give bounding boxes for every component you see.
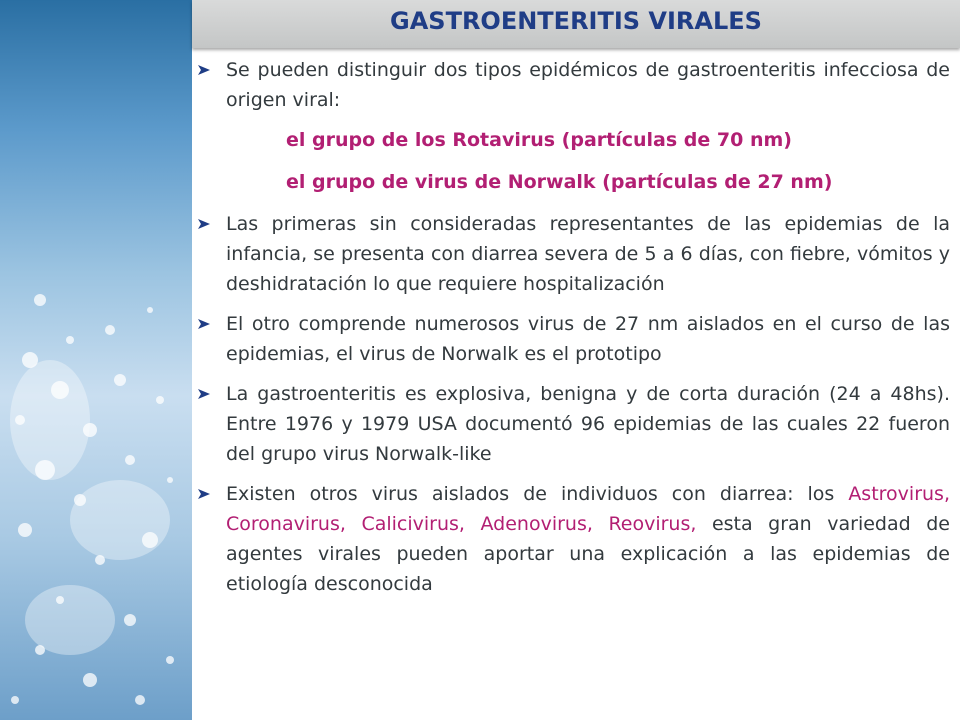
virus-name: Adenovirus,	[480, 513, 593, 535]
sub-item-rotavirus: el grupo de los Rotavirus (partículas de 70 nm)	[286, 129, 792, 151]
virus-name: Coronavirus,	[226, 513, 346, 535]
arrow-bullet-icon	[196, 379, 212, 409]
bullet-item	[196, 479, 950, 599]
bullet-item	[196, 55, 950, 115]
arrow-bullet-icon	[196, 309, 212, 339]
slide-title: GASTROENTERITIS VIRALES	[390, 7, 762, 35]
arrow-bullet-icon	[196, 209, 212, 239]
water-splash-image	[0, 0, 192, 720]
bullet-text: Las primeras sin consideradas representantes de las epidemias de la infancia, se presenta con diarrea severa de 5 a 6 días, con fiebre, vómitos y deshidratación lo que requiere hospitalización	[226, 213, 950, 295]
virus-name: Calicivirus,	[361, 513, 465, 535]
bullet-text-suffix: esta gran variedad de agentes virales pueden aportar una explicación a las epidemias de etiología desconocida	[226, 513, 950, 595]
bullet-text-prefix: Existen otros virus aislados de individuos con diarrea: los	[226, 483, 835, 505]
bullet-text: El otro comprende numerosos virus de 27 nm aislados en el curso de las epidemias, el virus de Norwalk es el prototipo	[226, 313, 950, 365]
bullet-text: La gastroenteritis es explosiva, benigna y de corta duración (24 a 48hs). Entre 1976 y 1979 USA documentó 96 epidemias de las cuales 22 fueron del grupo virus Norwalk-like	[226, 383, 950, 465]
water-droplets	[0, 0, 192, 720]
virus-name: Reovirus,	[608, 513, 697, 535]
slide-content	[196, 55, 950, 609]
virus-name: Astrovirus,	[848, 483, 950, 505]
arrow-bullet-icon	[196, 55, 212, 85]
bullet-text: Se pueden distinguir dos tipos epidémicos de gastroenteritis infecciosa de origen viral:	[226, 59, 950, 111]
bullet-item	[196, 209, 950, 299]
bullet-item	[196, 309, 950, 369]
arrow-bullet-icon	[196, 479, 212, 509]
bullet-item	[196, 379, 950, 469]
title-bar	[192, 0, 960, 48]
sub-item-norwalk: el grupo de virus de Norwalk (partículas de 27 nm)	[286, 171, 833, 193]
